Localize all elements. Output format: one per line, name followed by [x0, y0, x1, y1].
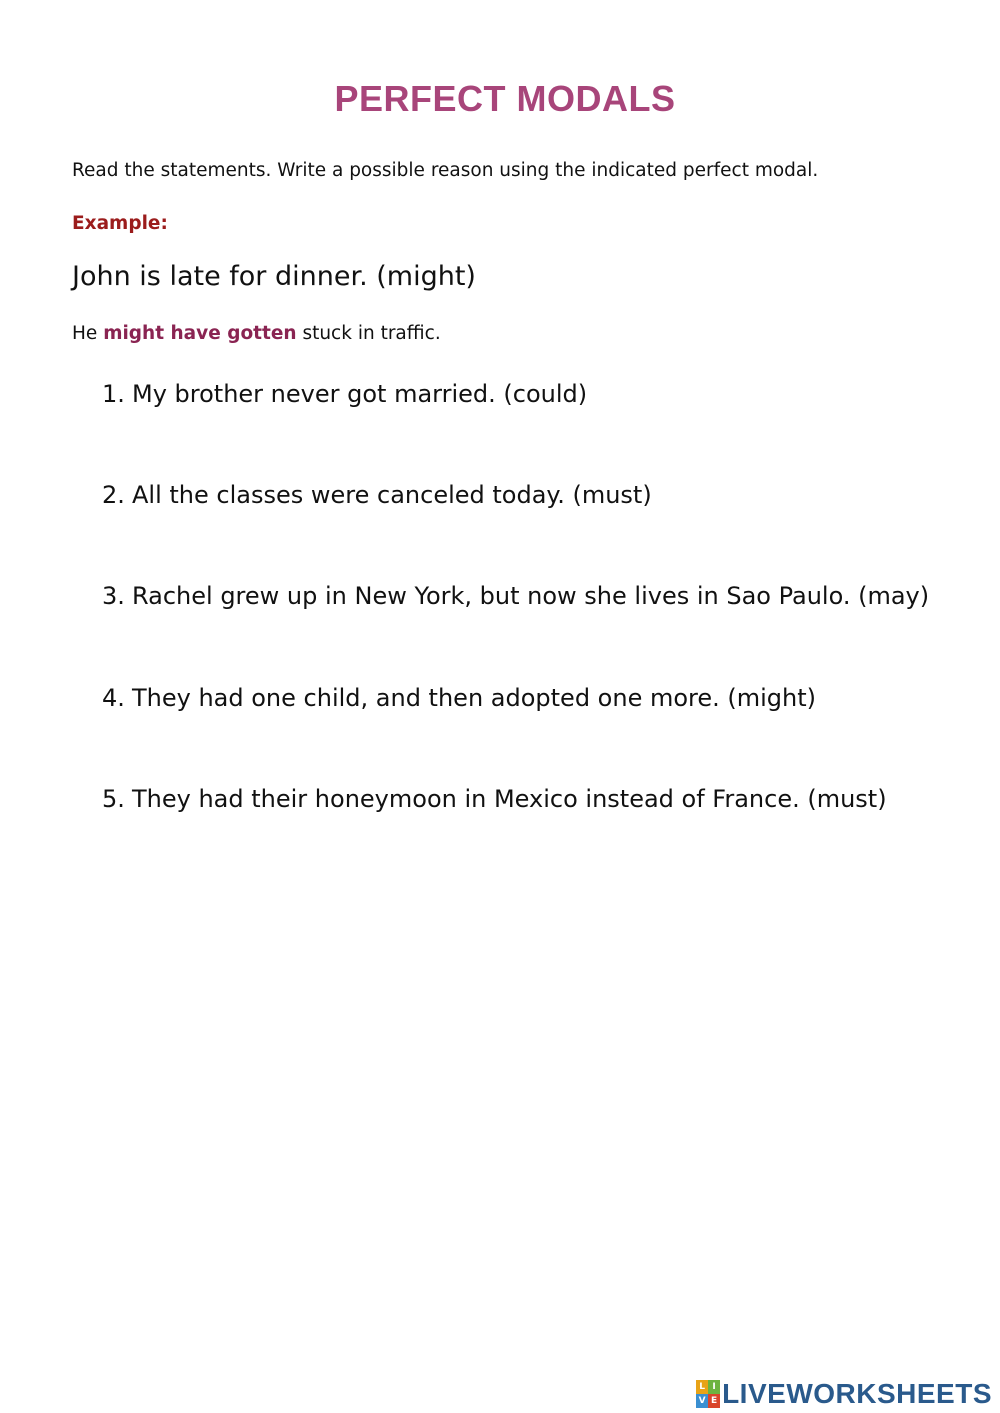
item-text: Rachel grew up in New York, but now she lives in Sao Paulo. (may): [132, 582, 930, 610]
logo-mark-letter: V: [696, 1394, 708, 1408]
logo-mark-letter: L: [696, 1380, 708, 1394]
example-answer-suffix: stuck in traffic.: [296, 323, 441, 344]
logo-mark-letter: I: [708, 1380, 720, 1394]
item-number: 2.: [102, 481, 125, 509]
exercise-item-2: [102, 481, 652, 509]
item-text: My brother never got married. (could): [132, 380, 588, 408]
exercise-item-4: [102, 684, 816, 712]
example-answer-prefix: He: [72, 323, 104, 344]
page-title: PERFECT MODALS: [334, 78, 676, 119]
liveworksheets-logo-text: LIVEWORKSHEETS: [722, 1378, 992, 1409]
example-label: Example:: [72, 213, 168, 234]
item-text: All the classes were canceled today. (must): [132, 481, 652, 509]
instructions: Read the statements. Write a possible reason using the indicated perfect modal.: [72, 160, 819, 181]
item-number: 4.: [102, 684, 125, 712]
item-text: They had one child, and then adopted one more. (might): [132, 684, 817, 712]
exercise-item-5: [102, 785, 887, 813]
item-text: They had their honeymoon in Mexico instead of France. (must): [132, 785, 887, 813]
item-number: 1.: [102, 380, 125, 408]
logo-mark-letter: E: [708, 1394, 720, 1408]
liveworksheets-logo: [696, 1378, 992, 1410]
exercise-item-1: [102, 380, 587, 408]
liveworksheets-logo-icon: [696, 1380, 720, 1408]
item-number: 5.: [102, 785, 125, 813]
item-number: 3.: [102, 582, 125, 610]
example-answer: [72, 323, 441, 344]
example-answer-modal: might have gotten: [103, 323, 297, 344]
example-sentence: John is late for dinner. (might): [72, 261, 476, 292]
exercise-item-3: [102, 582, 929, 610]
